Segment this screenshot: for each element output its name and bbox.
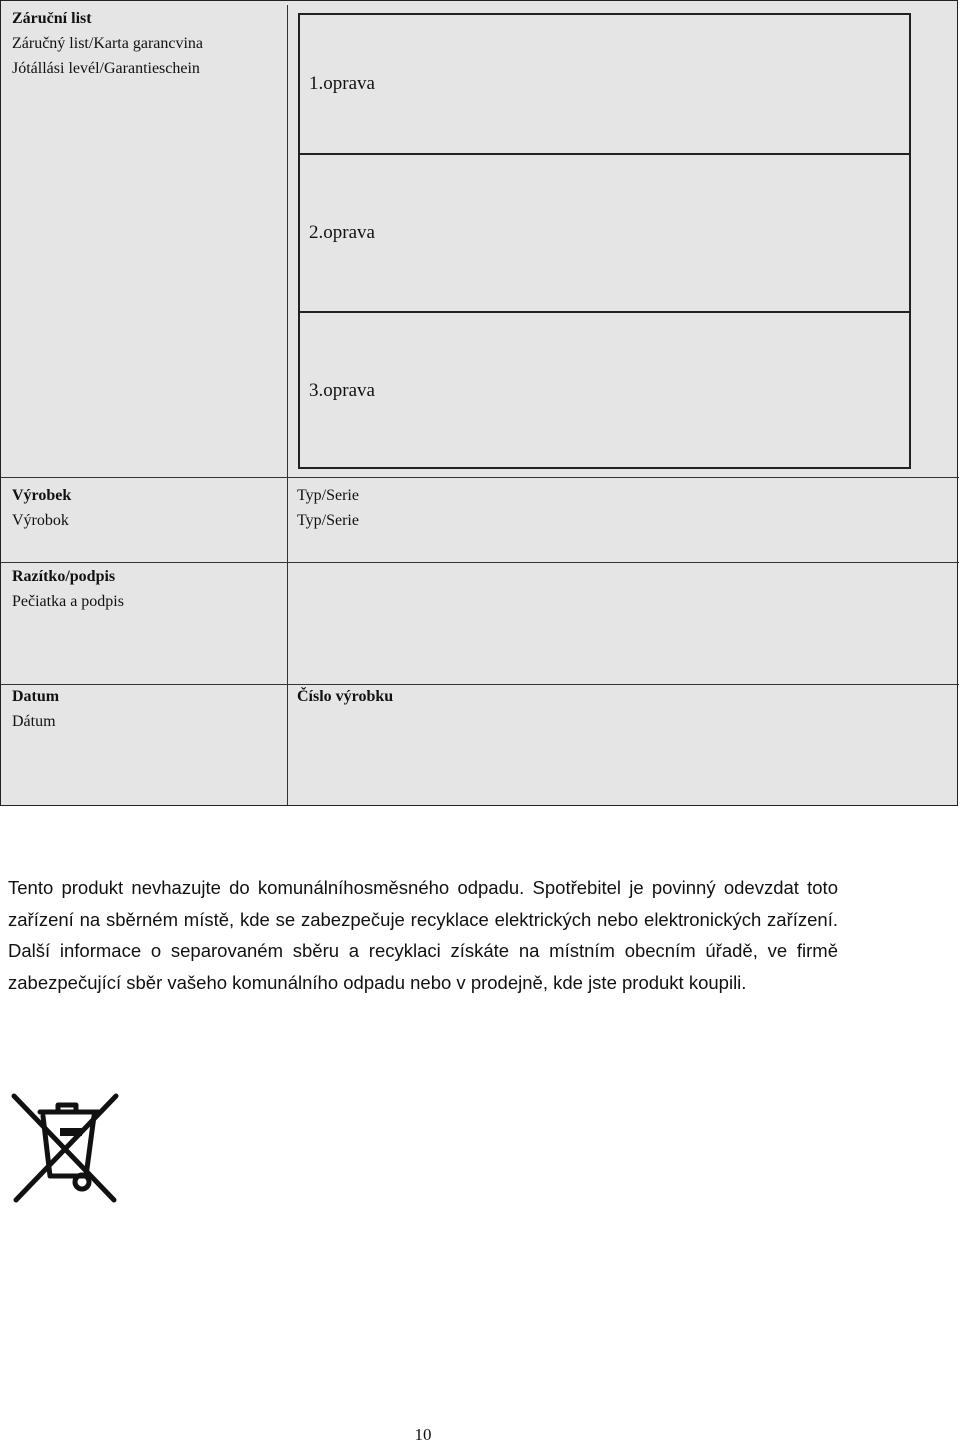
repair-label-1: 1.oprava <box>309 73 375 94</box>
date-label-cz: Datum <box>12 688 60 705</box>
type-label-sk: Typ/Serie <box>297 512 359 529</box>
repair-label-2: 2.oprava <box>309 222 375 243</box>
stamp-label-sk: Pečiatka a podpis <box>12 593 124 610</box>
warranty-subtitle-sk: Záručný list/Karta garancvina <box>12 35 204 52</box>
repair-box-2[interactable] <box>298 153 911 313</box>
type-cell <box>297 483 897 533</box>
page-number: 10 <box>414 1425 432 1444</box>
column-divider <box>287 5 288 805</box>
warranty-subtitle-hu-de: Jótállási levél/Garantieschein <box>12 60 200 77</box>
date-label-sk: Dátum <box>12 713 56 730</box>
serial-number-label: Číslo výrobku <box>297 688 394 705</box>
row-divider-stamp <box>1 562 959 563</box>
crossed-out-wheelie-bin-icon <box>10 1090 120 1206</box>
repair-box-1[interactable] <box>298 13 911 155</box>
product-label-cz: Výrobek <box>12 487 72 504</box>
date-cell <box>12 684 282 734</box>
row-divider-product <box>1 477 959 478</box>
product-cell <box>12 483 282 533</box>
repair-box-3[interactable] <box>298 311 911 469</box>
type-label-cz: Typ/Serie <box>297 487 359 504</box>
repair-label-3: 3.oprava <box>309 380 375 401</box>
product-label-sk: Výrobok <box>12 512 69 529</box>
stamp-label-cz: Razítko/podpis <box>12 568 116 585</box>
stamp-cell <box>12 564 282 614</box>
disposal-notice: Tento produkt nevhazujte do komunálníhosměsného odpadu. Spotřebitel je povinný odevzdat toto zařízení na sběrném místě, kde se zabezpečuje recyklace elektrických nebo elektronických zařízení. Další informace o separovaném sběru a recyklaci získáte na místním obecním úřadě, ve firmě zabezpečující sběr vašeho komunálního odpadu nebo v prodejně, kde jste produkt koupili. <box>8 877 838 993</box>
warranty-header <box>12 6 282 81</box>
warranty-title: Záruční list <box>12 10 92 27</box>
serial-cell <box>297 684 897 709</box>
